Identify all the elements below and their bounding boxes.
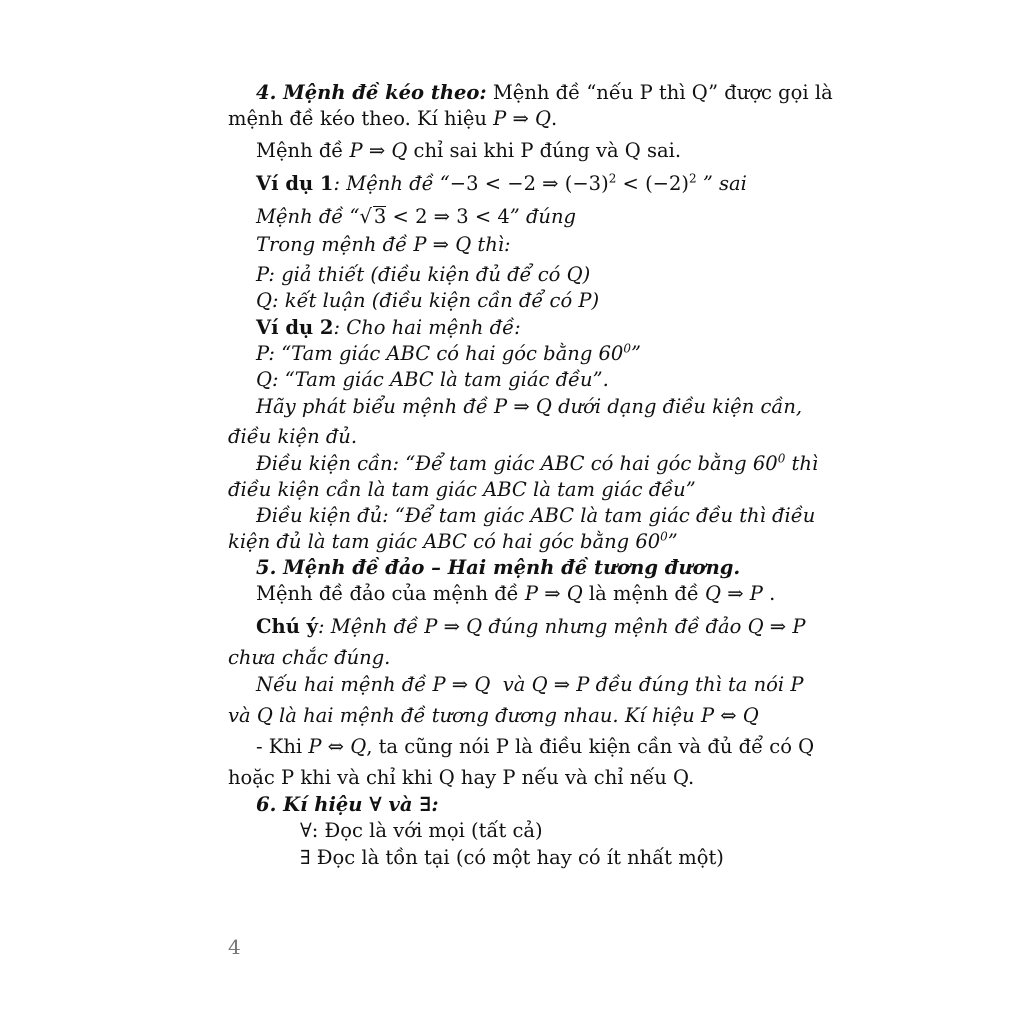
math-implies: P ⇒ Q bbox=[494, 395, 552, 418]
sqrt-radicand: 3 bbox=[373, 205, 387, 228]
math-implies: P ⇒ Q bbox=[432, 673, 491, 696]
sec5-line-1: Mệnh đề đảo của mệnh đề P ⇒ Q là mệnh đề Q ⇒ P . bbox=[256, 582, 776, 605]
sec6-heading: 6. Kí hiệu ∀ và ∃: bbox=[256, 793, 439, 816]
math-equivalent: P ⇔ Q bbox=[700, 704, 759, 727]
khi-line-2: hoặc P khi và chỉ khi Q hay P nếu và chỉ nếu Q. bbox=[228, 766, 695, 789]
sec4-line-2: mệnh đề kéo theo. Kí hiệu P ⇒ Q. bbox=[228, 107, 558, 130]
sec5-heading: 5. Mệnh đề đảo – Hai mệnh đề tương đương. bbox=[256, 556, 741, 579]
math-implies: P ⇒ Q bbox=[424, 615, 483, 638]
equivalence-line-1: Nếu hai mệnh đề P ⇒ Q và Q ⇒ P đều đúng thì ta nói P bbox=[256, 673, 804, 696]
sec4-heading: 4. Mệnh đề kéo theo: bbox=[256, 81, 487, 104]
example-2-q: Q: “Tam giác ABC là tam giác đều”. bbox=[256, 368, 609, 391]
example-1-line-1: Ví dụ 1: Mệnh đề “−3 < −2 ⇒ $(-3)^2 < (-2)^2$ ” sai bbox=[256, 171, 747, 195]
conclusion-line: Q: kết luận (điều kiện cần để có P) bbox=[256, 289, 600, 312]
math-implies: P ⇒ Q bbox=[413, 233, 472, 256]
math-converse: Q ⇒ P bbox=[747, 615, 806, 638]
math-converse: Q ⇒ P bbox=[705, 582, 763, 605]
example-1-line-2: Mệnh đề “√ 3 < 2 ⇒ 3 < 4” đúng bbox=[256, 205, 577, 228]
sufficient-line-1: Điều kiện đủ: “Để tam giác ABC là tam giác đều thì điều bbox=[256, 504, 816, 527]
example-1-label: Ví dụ 1 bbox=[256, 172, 334, 195]
example-2-p: P: “Tam giác ABC có hai góc bằng $60^0$” bbox=[256, 341, 641, 365]
math-equivalent: P ⇔ Q bbox=[308, 735, 367, 758]
exists-line: ∃ Đọc là tồn tại (có một hay có ít nhất một) bbox=[300, 846, 724, 869]
example-2-label: Ví dụ 2 bbox=[256, 316, 334, 339]
note-line-1: Chú ý: Mệnh đề P ⇒ Q đúng nhưng mệnh đề đảo Q ⇒ P bbox=[256, 615, 806, 638]
example-2-line-1: Ví dụ 2: Cho hai mệnh đề: bbox=[256, 316, 521, 339]
forall-line: ∀: Đọc là với mọi (tất cả) bbox=[300, 819, 543, 842]
hay-line-1: Hãy phát biểu mệnh đề P ⇒ Q dưới dạng điều kiện cần, bbox=[256, 395, 803, 418]
math-inequality: −3 < −2 ⇒ (−3) bbox=[449, 172, 609, 195]
math-implies: P ⇒ Q bbox=[349, 139, 408, 162]
sec4-line-1: 4. Mệnh đề kéo theo: Mệnh đề “nếu P thì Q” được gọi là bbox=[256, 81, 833, 104]
necessary-line-1: Điều kiện cần: “Để tam giác ABC có hai góc bằng $60^0$ thì bbox=[256, 451, 819, 475]
necessary-line-2: điều kiện cần là tam giác ABC là tam giác đều” bbox=[228, 478, 696, 501]
sec4-trong-line: Trong mệnh đề P ⇒ Q thì: bbox=[256, 233, 511, 256]
equivalence-line-2: và Q là hai mệnh đề tương đương nhau. Kí hiệu P ⇔ Q bbox=[228, 704, 759, 727]
math-converse: Q ⇒ P bbox=[531, 673, 590, 696]
note-label: Chú ý bbox=[256, 615, 318, 638]
sqrt-symbol: √ bbox=[359, 205, 372, 228]
math-implies: P ⇒ Q bbox=[524, 582, 583, 605]
sec4-line-3: Mệnh đề P ⇒ Q chỉ sai khi P đúng và Q sai. bbox=[256, 139, 682, 162]
premise-line: P: giả thiết (điều kiện đủ để có Q) bbox=[256, 263, 591, 286]
khi-line-1: - Khi P ⇔ Q, ta cũng nói P là điều kiện cần và đủ để có Q bbox=[256, 735, 815, 758]
math-implies: P ⇒ Q bbox=[493, 107, 551, 130]
sufficient-line-2: kiện đủ là tam giác ABC có hai góc bằng $60^0$” bbox=[228, 529, 678, 553]
page-number: 4 bbox=[228, 935, 241, 959]
hay-line-2: điều kiện đủ. bbox=[228, 425, 358, 448]
note-line-2: chưa chắc đúng. bbox=[228, 646, 391, 669]
